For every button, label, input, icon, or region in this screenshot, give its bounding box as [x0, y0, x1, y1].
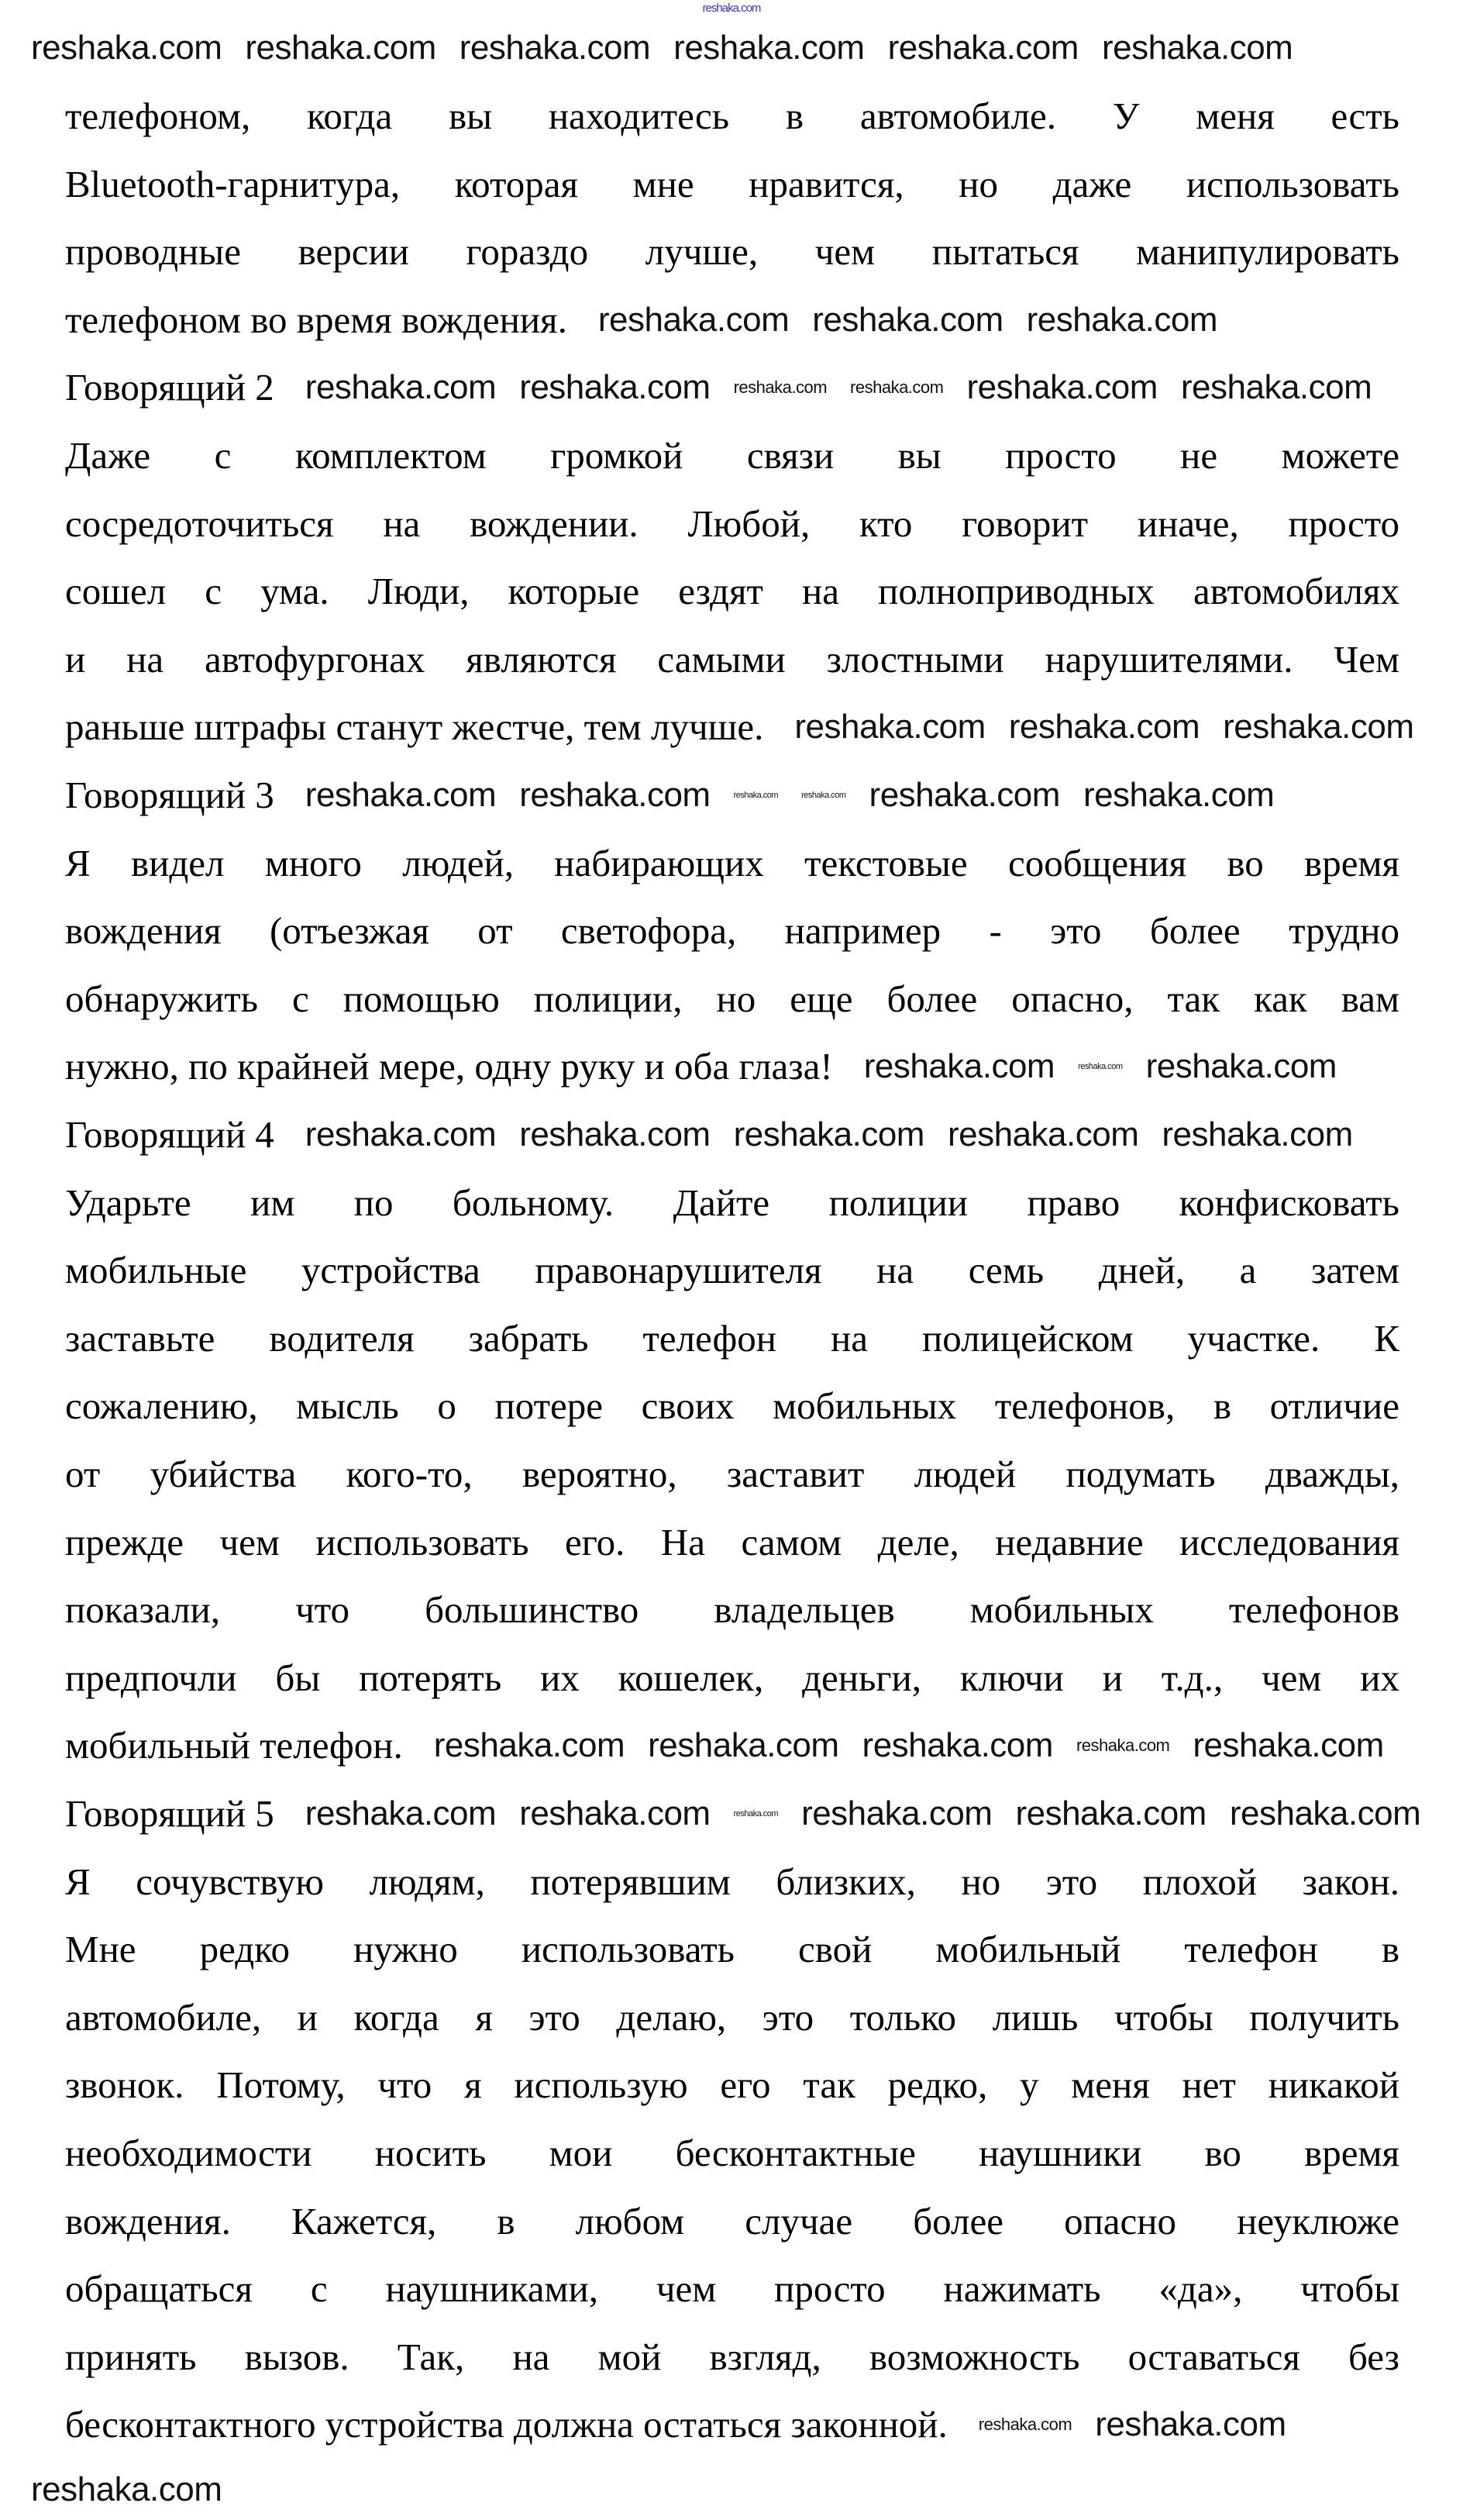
- watermark-text: reshaka.com: [1095, 2405, 1286, 2444]
- watermark-text: reshaka.com: [519, 1794, 711, 1832]
- watermark-text: reshaka.com: [1076, 1736, 1170, 1756]
- paragraph-line: принять вызов. Так, на мой взгляд, возможность оставаться без: [65, 2335, 1399, 2378]
- watermark-text: reshaka.com: [1008, 708, 1200, 746]
- watermark-text: reshaka.com: [1101, 29, 1293, 67]
- paragraph-line: обнаружить с помощью полиции, но еще более опасно, так как вам: [65, 977, 1399, 1020]
- paragraph-line: звонок. Потому, что я использую его так редко, у меня нет никакой: [65, 2063, 1399, 2107]
- paragraph-line: Ударьте им по больному. Дайте полиции право конфисковать: [65, 1181, 1399, 1224]
- watermark-text: reshaka.com: [673, 29, 865, 67]
- watermark-text: reshaka.com: [733, 1808, 779, 1818]
- paragraph-line: обращаться с наушниками, чем просто нажимать «да», чтобы: [65, 2267, 1399, 2311]
- paragraph-line: Я видел много людей, набирающих текстовые сообщения во время: [65, 841, 1399, 884]
- watermark-text: reshaka.com: [850, 377, 944, 398]
- paragraph-line: мобильный телефон.: [65, 1724, 403, 1767]
- watermark-text: reshaka.com: [1223, 708, 1414, 746]
- watermark-text: reshaka.com: [31, 29, 222, 67]
- paragraph-line: вождения (отъезжая от светофора, например - это более трудно: [65, 909, 1399, 953]
- watermark-text: reshaka.com: [1180, 368, 1372, 407]
- watermark-text: reshaka.com: [862, 1726, 1053, 1765]
- watermark-text: reshaka.com: [1162, 1115, 1353, 1153]
- paragraph-line: мобильные устройства правонарушителя на семь дней, а затем: [65, 1249, 1399, 1292]
- watermark-text: reshaka.com: [869, 776, 1060, 814]
- watermark-text: reshaka.com: [947, 1115, 1139, 1153]
- watermark-text: reshaka.com: [1078, 1061, 1123, 1071]
- watermark-text: reshaka.com: [733, 790, 779, 800]
- watermark-text: reshaka.com: [863, 1047, 1055, 1086]
- watermark-text: reshaka.com: [648, 1726, 839, 1765]
- speaker-heading: Говорящий 4: [65, 1113, 274, 1156]
- paragraph-line: нужно, по крайней мере, одну руку и оба глаза!: [65, 1045, 833, 1088]
- paragraph-line: автомобиле, и когда я это делаю, это только лишь чтобы получить: [65, 1995, 1399, 2039]
- paragraph-line: телефоном, когда вы находитесь в автомобиле. У меня есть: [65, 95, 1399, 137]
- paragraph-line: Мне редко нужно использовать свой мобильный телефон в: [65, 1928, 1399, 1971]
- watermark-text: reshaka.com: [519, 368, 711, 407]
- watermark-text: reshaka.com: [31, 2470, 222, 2508]
- watermark-text: reshaka.com: [519, 776, 711, 814]
- paragraph-line: показали, что большинство владельцев мобильных телефонов: [65, 1588, 1399, 1632]
- paragraph-line: прежде чем использовать его. На самом деле, недавние исследования: [65, 1520, 1399, 1563]
- watermark-text: reshaka.com: [305, 1115, 497, 1153]
- speaker-heading: Говорящий 5: [65, 1792, 274, 1835]
- paragraph-line: проводные версии гораздо лучше, чем пытаться манипулировать: [65, 230, 1399, 274]
- paragraph-line: бесконтактного устройства должна остаться законной.: [65, 2403, 948, 2446]
- speaker-heading: Говорящий 2: [65, 366, 274, 409]
- paragraph-line: и на автофургонах являются самыми злостными нарушителями. Чем: [65, 637, 1399, 681]
- paragraph-line: раньше штрафы станут жестче, тем лучше.: [65, 705, 764, 749]
- paragraph-line: вождения. Кажется, в любом случае более опасно неуклюже: [65, 2199, 1399, 2242]
- paragraph-line: сошел с ума. Люди, которые ездят на полноприводных автомобилях: [65, 570, 1399, 613]
- paragraph-line: предпочли бы потерять их кошелек, деньги, ключи и т.д., чем их: [65, 1656, 1399, 1699]
- paragraph-line: от убийства кого-то, вероятно, заставит людей подумать дважды,: [65, 1453, 1399, 1495]
- watermark-text: reshaka.com: [305, 368, 497, 407]
- watermark-text: reshaka.com: [305, 776, 497, 814]
- paragraph-line: сосредоточиться на вождении. Любой, кто говорит иначе, просто: [65, 502, 1399, 545]
- header-watermark: reshaka.com: [702, 2, 761, 15]
- watermark-text: reshaka.com: [305, 1794, 497, 1832]
- watermark-text: reshaka.com: [978, 2415, 1072, 2435]
- paragraph-line: Даже с комплектом громкой связи вы просто не можете: [65, 434, 1399, 477]
- watermark-text: reshaka.com: [733, 1115, 924, 1153]
- watermark-text: reshaka.com: [1026, 300, 1218, 339]
- watermark-text: reshaka.com: [1229, 1794, 1421, 1832]
- paragraph-line: телефоном во время вождения.: [65, 298, 567, 341]
- watermark-text: reshaka.com: [801, 790, 846, 800]
- paragraph-line: необходимости носить мои бесконтактные наушники во время: [65, 2132, 1399, 2174]
- watermark-text: reshaka.com: [887, 29, 1079, 67]
- watermark-text: reshaka.com: [519, 1115, 711, 1153]
- paragraph-line: заставьте водителя забрать телефон на полицейском участке. К: [65, 1316, 1399, 1360]
- watermark-text: reshaka.com: [812, 300, 1003, 339]
- watermark-text: reshaka.com: [459, 29, 651, 67]
- speaker-heading: Говорящий 3: [65, 774, 274, 816]
- watermark-text: reshaka.com: [597, 300, 790, 339]
- paragraph-line: сожалению, мысль о потере своих мобильных телефонов, в отличие: [65, 1384, 1399, 1428]
- watermark-text: reshaka.com: [801, 1794, 993, 1832]
- watermark-text: reshaka.com: [433, 1726, 625, 1765]
- watermark-text: reshaka.com: [1015, 1794, 1207, 1832]
- watermark-text: reshaka.com: [733, 377, 828, 398]
- watermark-text: reshaka.com: [245, 29, 436, 67]
- paragraph-line: Я сочувствую людям, потерявшим близких, но это плохой закон.: [65, 1860, 1399, 1903]
- watermark-text: reshaka.com: [966, 368, 1158, 407]
- watermark-text: reshaka.com: [1145, 1047, 1337, 1086]
- watermark-text: reshaka.com: [794, 708, 986, 746]
- watermark-text: reshaka.com: [1083, 776, 1275, 814]
- paragraph-line: Bluetooth-гарнитура, которая мне нравится, но даже использовать: [65, 162, 1399, 205]
- watermark-text: reshaka.com: [1193, 1726, 1384, 1765]
